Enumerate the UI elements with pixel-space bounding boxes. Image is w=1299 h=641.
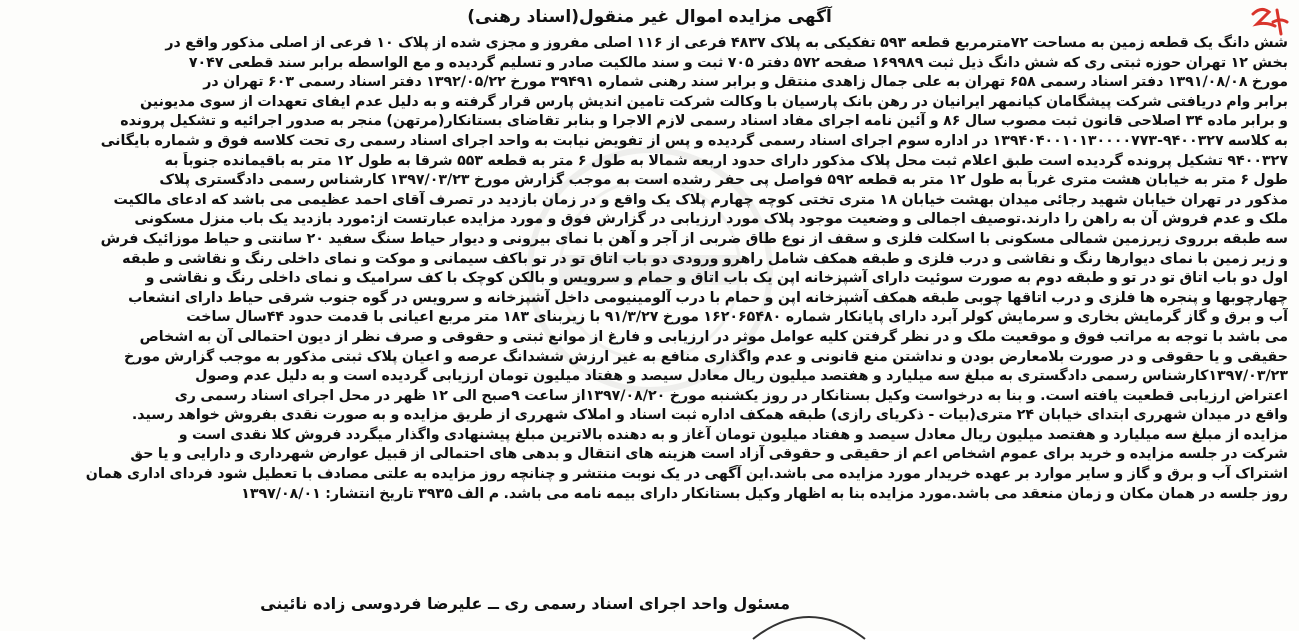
notice-title: آگهی مزایده اموال غیر منقول(اسناد رهنی) xyxy=(467,7,832,27)
body-line: می باشد با توجه به مراتب فوق و موقعیت ملک و در نظر گرفتن کلیه عوامل موثر در ارزیابی و فارغ از موانع ثبتی و حقوقی و صرف نظر از دیون احتمالی آن به اشخاص xyxy=(139,328,1288,345)
body-line: بخش ۱۲ تهران حوزه ثبتی ری که شش دانگ ذیل ثبت ۱۶۹۹۸۹ صفحه ۵۷۲ دفتر ۷۰۵ ثبت و سند مالکیت صادر و تسلیم گردیده و مع الواسطه برابر سند قطعی ۷۰۴۷ xyxy=(188,54,1288,71)
notice-body xyxy=(12,34,1288,504)
body-line: روز جلسه در همان مکان و زمان منعقد می باشد.مورد مزایده بنا به اظهار وکیل بستانکار دارای بیمه نامه می باشد. م الف ۳۹۳۵ تاریخ انتشار: ۱۳۹۷/۰۸/۰۱ xyxy=(241,485,1288,502)
body-line: اعتراض ارزیابی قطعیت یافته است. و بنا به درخواست وکیل بستانکار در روز یکشنبه مورخ ۱۳۹۷/۰۸/۲۰از ساعت ۹صبح الی ۱۲ ظهر در محل اجرای اسناد رسمی ری xyxy=(174,387,1288,404)
body-line: به کلاسه ۹۴۰۰۳۲۷-۱۳۹۴۰۴۰۰۱۰۱۳۰۰۰۰۷۷۳ در اداره سوم اجرای اسناد رسمی گردیده و پس از تفویض نیابت به واحد اجرای اسناد رسمی ری تحت کلاسه فوق و شماره بایگانی xyxy=(100,132,1288,149)
body-line: و زیر زمین با نمای دیوارها رنگ و نقاشی و درب فلزی و طبقه همکف شامل راهرو ورودی دو باب اتاق تو در تو باکف سیمانی و موکت و نمای داخلی رنگ و نقاشی و طبقه xyxy=(122,250,1288,267)
body-line: شش دانگ یک قطعه زمین به مساحت ۷۲مترمربع قطعه ۵۹۳ تفکیکی به پلاک ۴۸۳۷ فرعی از ۱۱۶ اصلی مفروز و مجزی شده از پلاک ۱۰ فرعی از اصلی مذکور واقع در xyxy=(165,35,1288,51)
body-line: سه طبقه برروی زیرزمین شمالی مسکونی با اسکلت فلزی و سقف از نوع طاق ضربی از آجر و آهن با نمای بیرونی و دیوار حیاط سنگ سفید ۲۰ سانتی و حیاط موزائیک فرش xyxy=(100,230,1288,247)
body-line: برابر وام دریافتی شرکت پیشگامان کیانمهر ایرانیان در رهن بانک پارسیان با وکالت شرکت تامین اندیش پارس قرار گرفته و به دلیل عدم ایفای تعهدات از سوی مدیونین xyxy=(140,93,1288,110)
body-line: آب و برق و گاز گرمایش بخاری و سرمایش کولر آبرد دارای پایانکار شماره ۱۶۲۰۶۵۴۸۰ مورخ ۹۱/۳/۲۷ با زیربنای ۱۸۳ متر مربع اعیانی با قدمت حدود ۴۴سال ساخت xyxy=(186,309,1288,326)
body-line: اشتراک آب و برق و گاز و سایر موارد بر عهده خریدار مورد مزایده می باشد.این آگهی در یک نوبت منتشر و چنانچه روز مزایده به علتی مصادف با تعطیل شود فردای اداری همان xyxy=(85,466,1288,483)
signature-line: مسئول واحد اجرای اسناد رسمی ری ــ علیرضا فردوسی زاده نائینی xyxy=(260,594,790,613)
body-line: حقیقی و یا حقوقی و در صورت بلامعارض بودن و نداشتن منع قانونی و عدم واگذاری منافع به غیر ارزش ششدانگ عرصه و اعیان پلاک ثبتی مذکور به موجب گزارش مورخ xyxy=(124,348,1288,365)
body-line: و برابر ماده ۳۴ اصلاحی قانون ثبت مصوب سال ۸۶ و آئین نامه اجرای مفاد اسناد رسمی لازم الاجرا و بنابر تقاضای بستانکار(مرتهن) منجر به صدور اجرائیه و تشکیل پرونده xyxy=(120,113,1288,130)
body-line: مزایده از مبلغ سه میلیارد و هفتصد میلیون ریال معادل سیصد و هفتاد میلیون تومان آغاز و به دهنده بالاترین مبلغ پیشنهادی واگذار میگردد فروش کلا نقدی است و xyxy=(178,426,1288,443)
body-line: چهارچوبها و پنجره ها فلزی و درب اتاقها چوبی طبقه همکف آشپزخانه اپن و حمام با درب آلومینیومی داخل آشپزخانه و سرویس در گوه جنوب شرقی حیاط دارای انشعاب xyxy=(128,289,1288,306)
body-line: واقع در میدان شهرری ابتدای خیابان ۲۴ متری(بیات - ذکریای رازی) طبقه همکف اداره ثبت اسناد و املاک شهرری از طریق مزایده و به صورت نقدی بفروش خواهد رسید. xyxy=(131,407,1288,424)
body-line: ۱۳۹۷/۰۳/۲۳کارشناس رسمی دادگستری به مبلغ سه میلیارد و هفتصد میلیون ریال معادل سیصد و هفتاد میلیون تومان ارزیابی گردیده است و به دلیل عدم وصول xyxy=(195,368,1288,385)
body-line: ملک و عدم فروش آن به راهن را دارند.توصیف اجمالی و وضعیت موجود پلاک مورد ارزیابی در گزارش فوق و مورد مزایده عبارتست از:مورد بازدید یک باب منزل مسکونی xyxy=(134,211,1288,228)
body-line: مذکور در تهران خیابان شهید رجائی میدان بهشت خیابان ۱۸ متری تختی کوچه چهارم پلاک یک واقع و در زمان بازدید در تصرف آقای احمد عظیمی می باشد که ادعای مالکیت xyxy=(113,191,1288,208)
body-line: مورخ ۱۳۹۱/۰۸/۰۸ دفتر اسناد رسمی ۶۵۸ تهران به علی جمال زاهدی منتقل و برابر سند رهنی شماره ۳۹۴۹۱ مورخ ۱۳۹۲/۰۵/۲۲ دفتر اسناد رسمی ۶۰۳ تهران در xyxy=(203,74,1288,91)
body-line: ۹۴۰۰۳۲۷ تشکیل پرونده گردیده است طبق اعلام ثبت محل پلاک مذکور دارای حدود اربعه شمالا به طول ۶ متر به قطعه ۵۵۳ شرقا به طول ۱۲ متر به باقیمانده جنوباً به xyxy=(164,152,1288,169)
decorative-arc-icon xyxy=(749,601,869,641)
body-line: طول ۶ متر به خیابان هشت متری غرباً به طول ۱۲ متر به قطعه ۵۹۲ فواصل پی حفر رشده است به موجب گزارش مورخ ۱۳۹۷/۰۳/۲۳ کارشناس رسمی دادگستری پلاک xyxy=(159,172,1288,189)
body-line: اول دو باب اتاق تو در تو و طبقه دوم به صورت سوئیت دارای آشپزخانه اپن یک باب اتاق و حمام و سرویس و بالکن کوچک با کف سرامیک و نمای داخلی رنگ و نقاشی و xyxy=(145,270,1288,287)
body-line: شرکت در جلسه مزایده و خرید برای عموم اشخاص اعم از حقیقی و حقوقی آزاد است هزینه های انتقال و بدهی های احتمالی از قبیل عوارض شهرداری و دارایی و یا حق xyxy=(130,446,1288,463)
